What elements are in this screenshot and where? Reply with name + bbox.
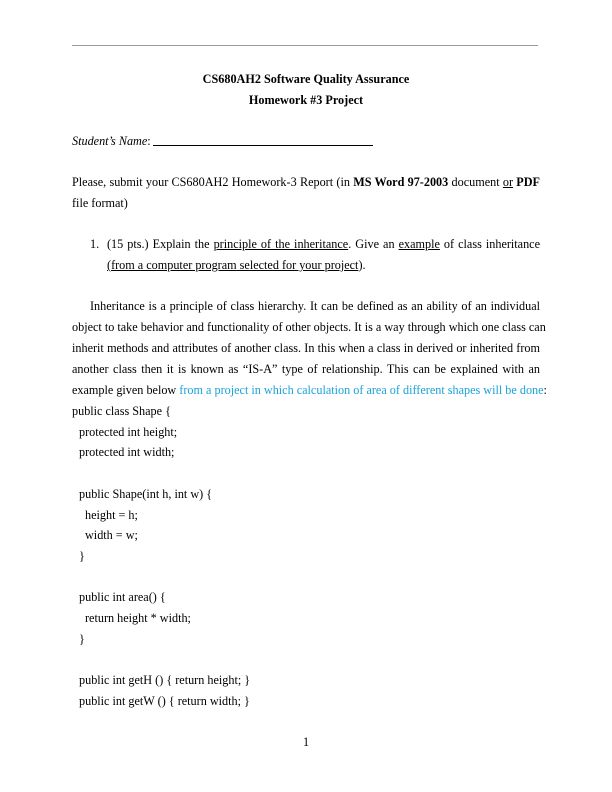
- format-word: MS Word 97-2003: [353, 175, 449, 189]
- course-title: CS680AH2 Software Quality Assurance: [202, 72, 410, 86]
- answer-line-4: another class then it is known as “IS-A” type of relationship. This can be explained with an: [72, 362, 540, 376]
- code-line: return height * width;: [85, 611, 191, 625]
- answer-line-1: Inheritance is a principle of class hierarchy. It can be defined as an ability of an individual: [90, 299, 540, 313]
- code-line: public Shape(int h, int w) {: [79, 487, 213, 501]
- student-name-label: Student’s Name: [72, 134, 148, 148]
- question-number: 1.: [90, 237, 100, 251]
- code-line: }: [79, 632, 85, 646]
- code-line: public int area() {: [79, 590, 166, 604]
- code-line: width = w;: [85, 528, 138, 542]
- code-line: protected int width;: [79, 445, 175, 459]
- answer-line-5: example given below from a project in which calculation of area of different shapes will be done:: [72, 383, 547, 397]
- code-line: protected int height;: [79, 425, 178, 439]
- code-line: height = h;: [85, 508, 138, 522]
- code-line: public int getW () { return width; }: [79, 694, 250, 708]
- answer-line-3: inherit methods and attributes of another class. In this when a class in derived or inherited from: [72, 341, 540, 355]
- question-text-cont: (from a computer program selected for your project).: [107, 258, 366, 272]
- submission-instructions: Please, submit your CS680AH2 Homework-3 Report (in MS Word 97-2003 document or PDF: [72, 175, 540, 189]
- header-rule: [72, 45, 538, 46]
- submission-instructions-cont: file format): [72, 196, 128, 210]
- code-line: }: [79, 549, 85, 563]
- format-pdf: PDF: [516, 175, 540, 189]
- code-line: public int getH () { return height; }: [79, 673, 251, 687]
- question-text: (15 pts.) Explain the principle of the inheritance. Give an example of class inheritance: [107, 237, 541, 251]
- answer-line-2: object to take behavior and functionality of other objects. It is a way through which one class can: [72, 320, 546, 334]
- student-name-blank: [153, 133, 373, 146]
- code-line: public class Shape {: [72, 404, 171, 418]
- highlighted-text: from a project in which calculation of area of different shapes will be done: [179, 383, 544, 397]
- page-number: 1: [302, 735, 310, 749]
- homework-title: Homework #3 Project: [248, 93, 364, 107]
- student-name-line: Student’s Name:: [72, 133, 540, 149]
